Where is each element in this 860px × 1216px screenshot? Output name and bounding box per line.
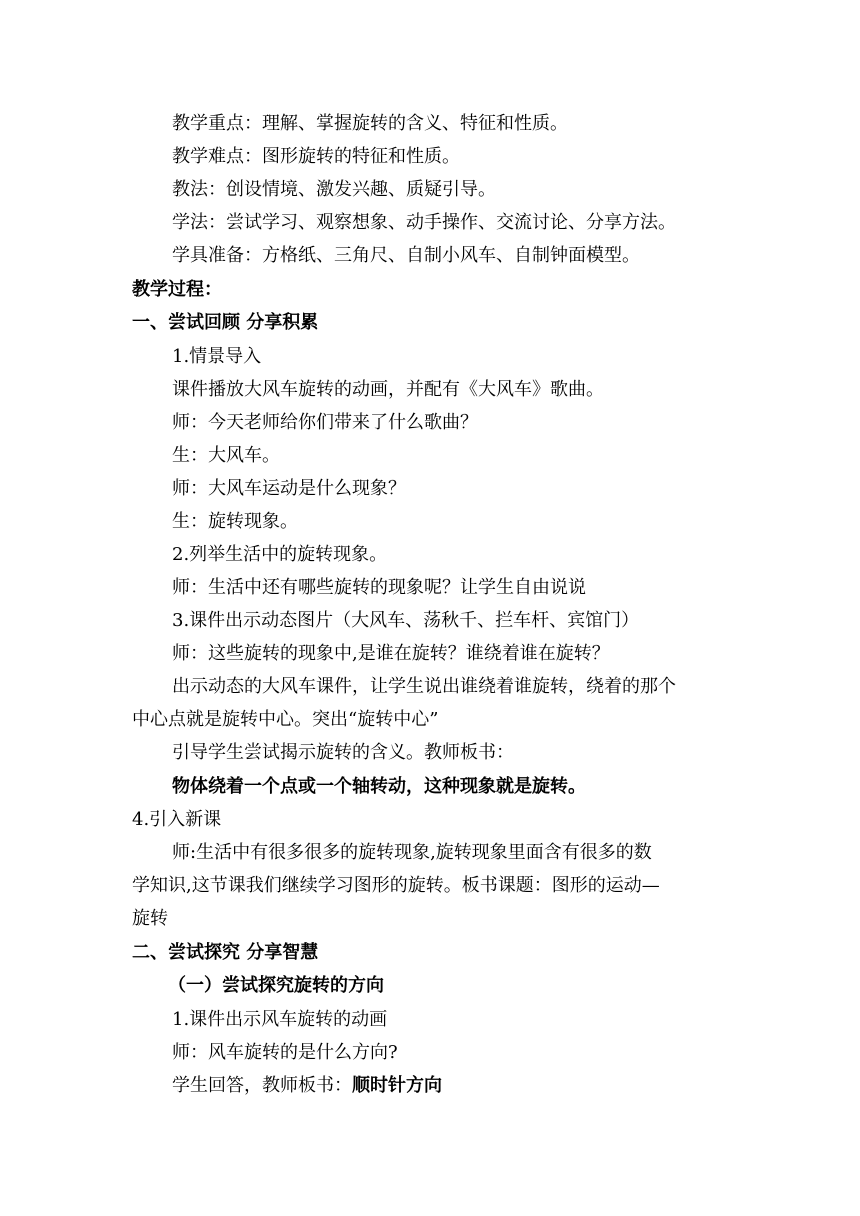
text-line: 1.课件出示风车旋转的动画: [172, 1009, 388, 1030]
text-line: 师：今天老师给你们带来了什么歌曲？: [172, 412, 478, 433]
definition-line: 物体绕着一个点或一个轴转动，这种现象就是旋转。: [172, 776, 586, 797]
text-line: 学知识,这节课我们继续学习图形的旋转。板书课题：图形的运动—: [132, 875, 660, 896]
text-line: 中心点就是旋转中心。突出“旋转中心”: [132, 709, 439, 730]
text-line: 旋转: [132, 908, 168, 929]
text-line: 课件播放大风车旋转的动画，并配有《大风车》歌曲。: [172, 379, 604, 400]
text-line: 2.列举生活中的旋转现象。: [172, 544, 388, 565]
bold-text-segment: 顺时针方向: [352, 1075, 442, 1096]
text-line: 出示动态的大风车课件，让学生说出谁绕着谁旋转，绕着的那个: [172, 676, 676, 697]
text-line: 师：大风车运动是什么现象？: [172, 478, 406, 499]
text-line: 师：风车旋转的是什么方向?: [172, 1042, 398, 1063]
section-heading: 一、尝试回顾 分享积累: [132, 312, 319, 333]
text-segment: 学生回答，教师板书：: [172, 1075, 352, 1096]
section-heading: 教学过程：: [132, 279, 222, 300]
text-line: 学具准备：方格纸、三角尺、自制小风车、自制钟面模型。: [172, 245, 640, 266]
text-line: 师：生活中还有哪些旋转的现象呢？让学生自由说说: [172, 577, 586, 598]
text-line: 教法：创设情境、激发兴趣、质疑引导。: [172, 179, 496, 200]
text-line: 教学重点：理解、掌握旋转的含义、特征和性质。: [172, 113, 568, 134]
text-line-with-bold: [172, 1076, 442, 1096]
text-line: 学法：尝试学习、观察想象、动手操作、交流讨论、分享方法。: [172, 212, 676, 233]
section-heading: 二、尝试探究 分享智慧: [132, 942, 319, 963]
text-line: 教学难点：图形旋转的特征和性质。: [172, 146, 460, 167]
text-line: 师：这些旋转的现象中,是谁在旋转？谁绕着谁在旋转？: [172, 643, 610, 664]
text-line: 师:生活中有很多很多的旋转现象,旋转现象里面含有很多的数: [172, 842, 652, 863]
text-line: 1.情景导入: [172, 346, 262, 367]
text-line: 引导学生尝试揭示旋转的含义。教师板书：: [172, 742, 514, 763]
text-line: 生：旋转现象。: [172, 511, 298, 532]
subsection-heading: （一）尝试探究旋转的方向: [168, 975, 384, 996]
text-line: 生：大风车。: [172, 445, 280, 466]
text-line: 3.课件出示动态图片（大风车、荡秋千、拦车杆、宾馆门）: [172, 610, 640, 631]
text-line: 4.引入新课: [132, 809, 222, 830]
